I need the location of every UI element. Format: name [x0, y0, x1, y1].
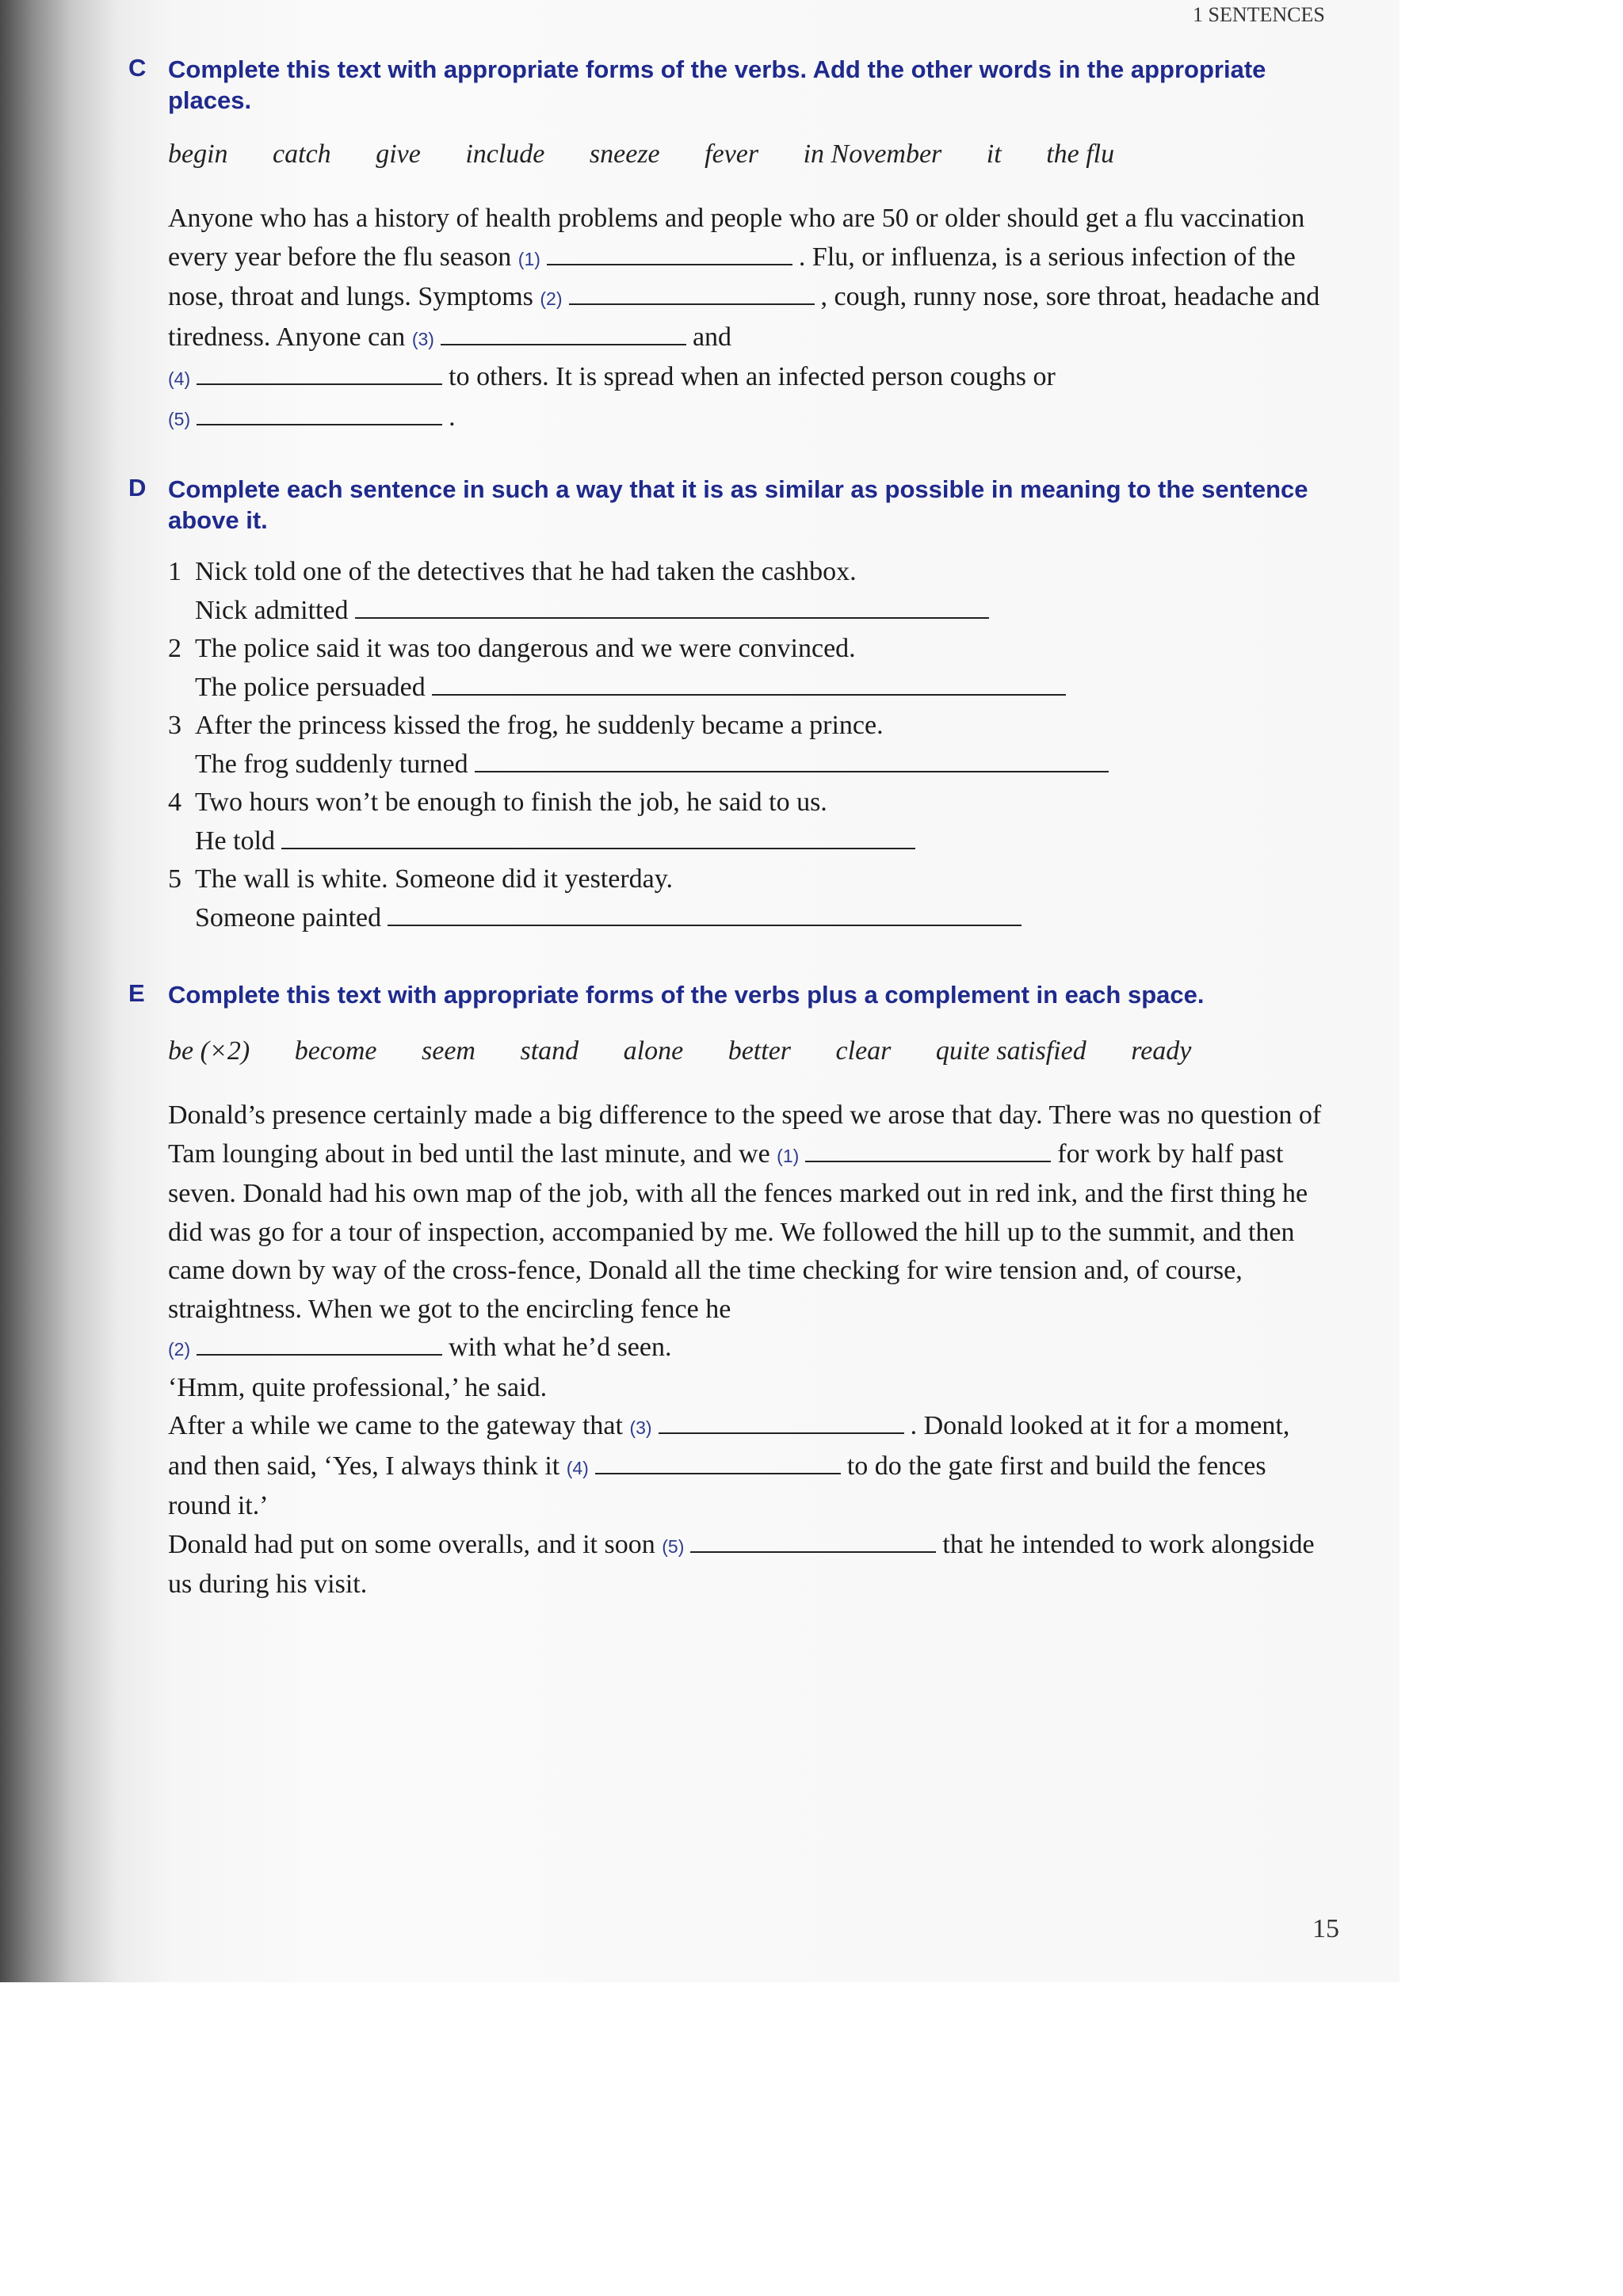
section-c-heading	[128, 54, 1317, 116]
gap-number: (4)	[566, 1457, 589, 1478]
text-run: ‘Hmm, quite professional,’ he said.	[168, 1372, 548, 1402]
item-sentence: After the princess kissed the frog, he suddenly became a prince.	[195, 711, 884, 740]
item-number: 4	[168, 788, 181, 817]
word-box-item: catch	[273, 139, 331, 169]
item-number: 2	[168, 634, 181, 663]
item-prompt: The frog suddenly turned	[195, 749, 468, 779]
gap-number: (1)	[777, 1145, 800, 1166]
answer-blank[interactable]	[355, 593, 989, 619]
item-prompt: He told	[195, 826, 276, 856]
word-box-item: better	[727, 1036, 792, 1066]
text-run: Donald’s presence certainly made a big difference to the speed we arose that day. There was no question of Tam lounging about in bed until the last minute, and we	[168, 1100, 1322, 1169]
text-run: . Flu, or influenza, is a serious infection of the nose, throat and lungs. Symptoms	[168, 242, 1296, 311]
text-run: to others. It is spread when an infected person coughs or	[449, 362, 1056, 391]
answer-blank[interactable]	[281, 824, 915, 849]
answer-blank[interactable]	[475, 747, 1109, 772]
text-run: for work by half past seven. Donald had his own map of the job, with all the fences marked out in red ink, and the first thing he did was go for a tour of inspection, accompanied by me. We followed the hill up to the summit, and then came down by way of the cross-fence, Donald all the time checking for wire tension and, of course, straightness. When we got to the encircling fence he	[168, 1138, 1308, 1324]
section-letter: C	[128, 54, 147, 82]
answer-blank[interactable]	[441, 320, 686, 345]
answer-blank[interactable]	[805, 1137, 1051, 1162]
item-sentence: The police said it was too dangerous and we were convinced.	[195, 634, 856, 663]
gap-number: (3)	[629, 1417, 652, 1438]
item-number: 5	[168, 864, 181, 894]
item-sentence: The wall is white. Someone did it yesterday.	[195, 864, 674, 894]
item-sentence: Two hours won’t be enough to finish the job, he said to us.	[195, 788, 827, 817]
section-instruction: Complete this text with appropriate forms of the verbs. Add the other words in the appropriate places.	[168, 55, 1266, 114]
section-instruction: Complete this text with appropriate forms of the verbs plus a complement in each space.	[168, 981, 1205, 1009]
word-box-item: it	[986, 139, 1002, 169]
word-box-item: the flu	[1046, 139, 1115, 169]
list-item	[168, 553, 1333, 630]
gap-number: (4)	[168, 368, 191, 389]
text-run: to do the gate first and build the fences round it.’	[168, 1451, 1266, 1520]
text-run: Anyone who has a history of health problems and people who are 50 or older should get a flu vaccination every year before the flu season	[168, 204, 1305, 272]
text-run: .	[449, 402, 456, 432]
item-prompt: The police persuaded	[195, 672, 426, 702]
section-letter: D	[128, 474, 147, 502]
item-prompt: Someone painted	[195, 902, 382, 933]
page-number: 15	[1312, 1914, 1339, 1943]
word-box-item: fever	[705, 139, 759, 169]
word-box-c	[168, 139, 1152, 170]
answer-blank[interactable]	[547, 240, 792, 265]
text-run: and	[692, 322, 732, 352]
word-box-item: give	[376, 139, 421, 169]
gap-number: (5)	[662, 1535, 685, 1557]
word-box-e	[168, 1036, 1229, 1066]
word-box-item: begin	[168, 139, 228, 169]
list-item	[168, 707, 1333, 784]
text-run: , cough, runny nose, sore throat, headache and tiredness. Anyone can	[168, 282, 1320, 352]
word-box-item: in November	[803, 139, 942, 169]
word-box-item: ready	[1131, 1036, 1192, 1066]
gap-number: (3)	[411, 328, 434, 349]
answer-blank[interactable]	[197, 360, 442, 385]
section-d-heading	[128, 474, 1317, 536]
list-item	[168, 630, 1333, 707]
running-head: 1 SENTENCES	[1193, 3, 1325, 26]
text-run: with what he’d seen.	[449, 1333, 672, 1362]
item-prompt: Nick admitted	[195, 595, 349, 625]
gap-number: (1)	[517, 248, 540, 269]
answer-blank[interactable]	[388, 901, 1022, 926]
text-run: Donald had put on some overalls, and it soon	[168, 1529, 655, 1559]
section-e-heading	[128, 979, 1317, 1010]
section-d-list	[168, 553, 1333, 937]
answer-blank[interactable]	[569, 280, 815, 305]
list-item	[168, 860, 1333, 937]
word-box-item: quite satisfied	[935, 1036, 1086, 1066]
item-number: 3	[168, 711, 181, 740]
word-box-item: sneeze	[589, 139, 660, 169]
word-box-item: be (×2)	[168, 1036, 250, 1066]
text-run: that he intended to work alongside us during his visit.	[168, 1529, 1315, 1599]
list-item	[168, 784, 1333, 860]
answer-blank[interactable]	[197, 1330, 442, 1356]
word-box-item: clear	[835, 1036, 892, 1066]
word-box-item: seem	[422, 1036, 475, 1066]
word-box-item: alone	[623, 1036, 684, 1066]
item-number: 1	[168, 557, 181, 586]
word-box-item: become	[294, 1036, 377, 1066]
text-run: . Donald looked at it for a moment, and then said, ‘Yes, I always think it	[168, 1411, 1290, 1481]
answer-blank[interactable]	[595, 1449, 841, 1474]
gap-number: (2)	[540, 288, 563, 309]
section-letter: E	[128, 979, 145, 1007]
section-c-text	[168, 200, 1333, 438]
word-box-item: include	[465, 139, 545, 169]
gap-number: (2)	[168, 1339, 191, 1360]
section-e-text	[168, 1097, 1333, 1604]
answer-blank[interactable]	[690, 1527, 936, 1553]
answer-blank[interactable]	[197, 400, 442, 425]
text-run: After a while we came to the gateway that	[168, 1411, 623, 1440]
word-box-item: stand	[520, 1036, 579, 1066]
answer-blank[interactable]	[659, 1409, 904, 1434]
section-instruction: Complete each sentence in such a way that it is as similar as possible in meaning to the sentence above it.	[168, 475, 1308, 534]
answer-blank[interactable]	[432, 670, 1066, 696]
gap-number: (5)	[168, 408, 191, 429]
item-sentence: Nick told one of the detectives that he had taken the cashbox.	[195, 557, 857, 586]
